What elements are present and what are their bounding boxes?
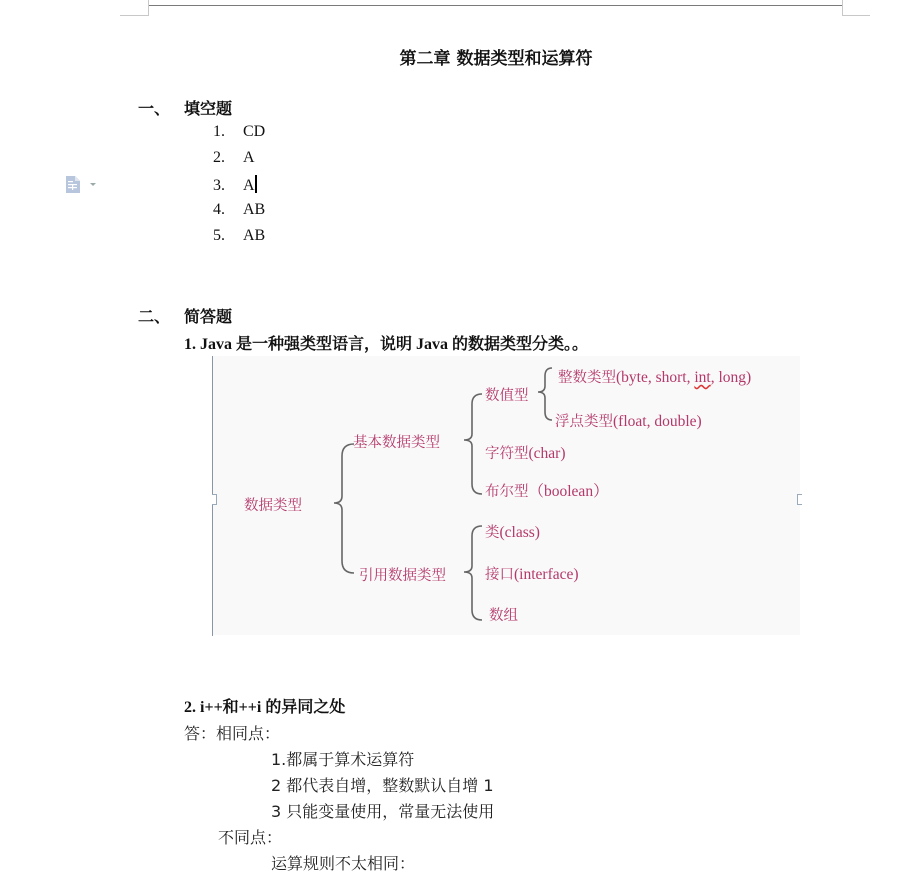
list-item[interactable]: 4. AB <box>213 201 266 218</box>
diagram-root-label: 数据类型 <box>244 498 302 514</box>
section-number: 一、 <box>138 99 171 118</box>
diagram-char-label: 字符型(char) <box>485 445 566 462</box>
answer-same-label: 答：相同点： <box>184 724 281 743</box>
answer-diff-label: 不同点： <box>218 828 283 847</box>
page-corner-mark-right <box>842 0 843 15</box>
diagram-boolean-label: 布尔型（boolean） <box>485 483 609 500</box>
document-title: 第二章 数据类型和运算符 <box>399 49 593 69</box>
diagram-primitive-label: 基本数据类型 <box>353 435 440 451</box>
list-item[interactable]: 5. AB <box>213 227 266 244</box>
section-title: 简答题 <box>184 307 233 326</box>
list-item[interactable]: 2. A <box>213 149 255 166</box>
same-point-1: 1.都属于算术运算符 <box>271 750 415 769</box>
page-corner-mark-right <box>842 15 870 16</box>
list-item[interactable]: 1. CD <box>213 123 266 140</box>
diagram-float-label: 浮点类型(float, double) <box>555 413 702 430</box>
same-point-3: 3 只能变量使用，常量无法使用 <box>271 802 495 821</box>
question-2: 2. i++和++i 的异同之处 <box>184 699 346 716</box>
text-cursor <box>255 175 257 193</box>
diagram-integer-label: 整数类型(byte, short, int, long) <box>558 369 752 386</box>
diagram-interface-label: 接口(interface) <box>485 566 579 583</box>
chevron-down-icon[interactable] <box>90 183 96 186</box>
diagram-array-label: 数组 <box>489 608 518 624</box>
page-corner-mark-left <box>120 15 149 16</box>
page-corner-mark-left <box>148 0 149 15</box>
section-title: 填空题 <box>184 99 233 118</box>
diagram-reference-label: 引用数据类型 <box>359 568 446 584</box>
section-heading-short-answer <box>138 304 232 327</box>
diff-point-1: 运算规则不太相同： <box>271 854 416 873</box>
page-top-margin-line <box>148 5 842 6</box>
paste-options-icon[interactable] <box>66 176 80 193</box>
diagram-class-label: 类(class) <box>485 524 540 541</box>
question-1: 1. Java 是一种强类型语言，说明 Java 的数据类型分类。。 <box>184 336 589 353</box>
section-heading-fill-blank <box>138 96 232 119</box>
list-item[interactable]: 3. A <box>213 177 255 194</box>
diagram-numeric-label: 数值型 <box>485 388 529 404</box>
section-number: 二、 <box>138 307 171 326</box>
same-point-2: 2 都代表自增，整数默认自增 1 <box>271 776 494 795</box>
